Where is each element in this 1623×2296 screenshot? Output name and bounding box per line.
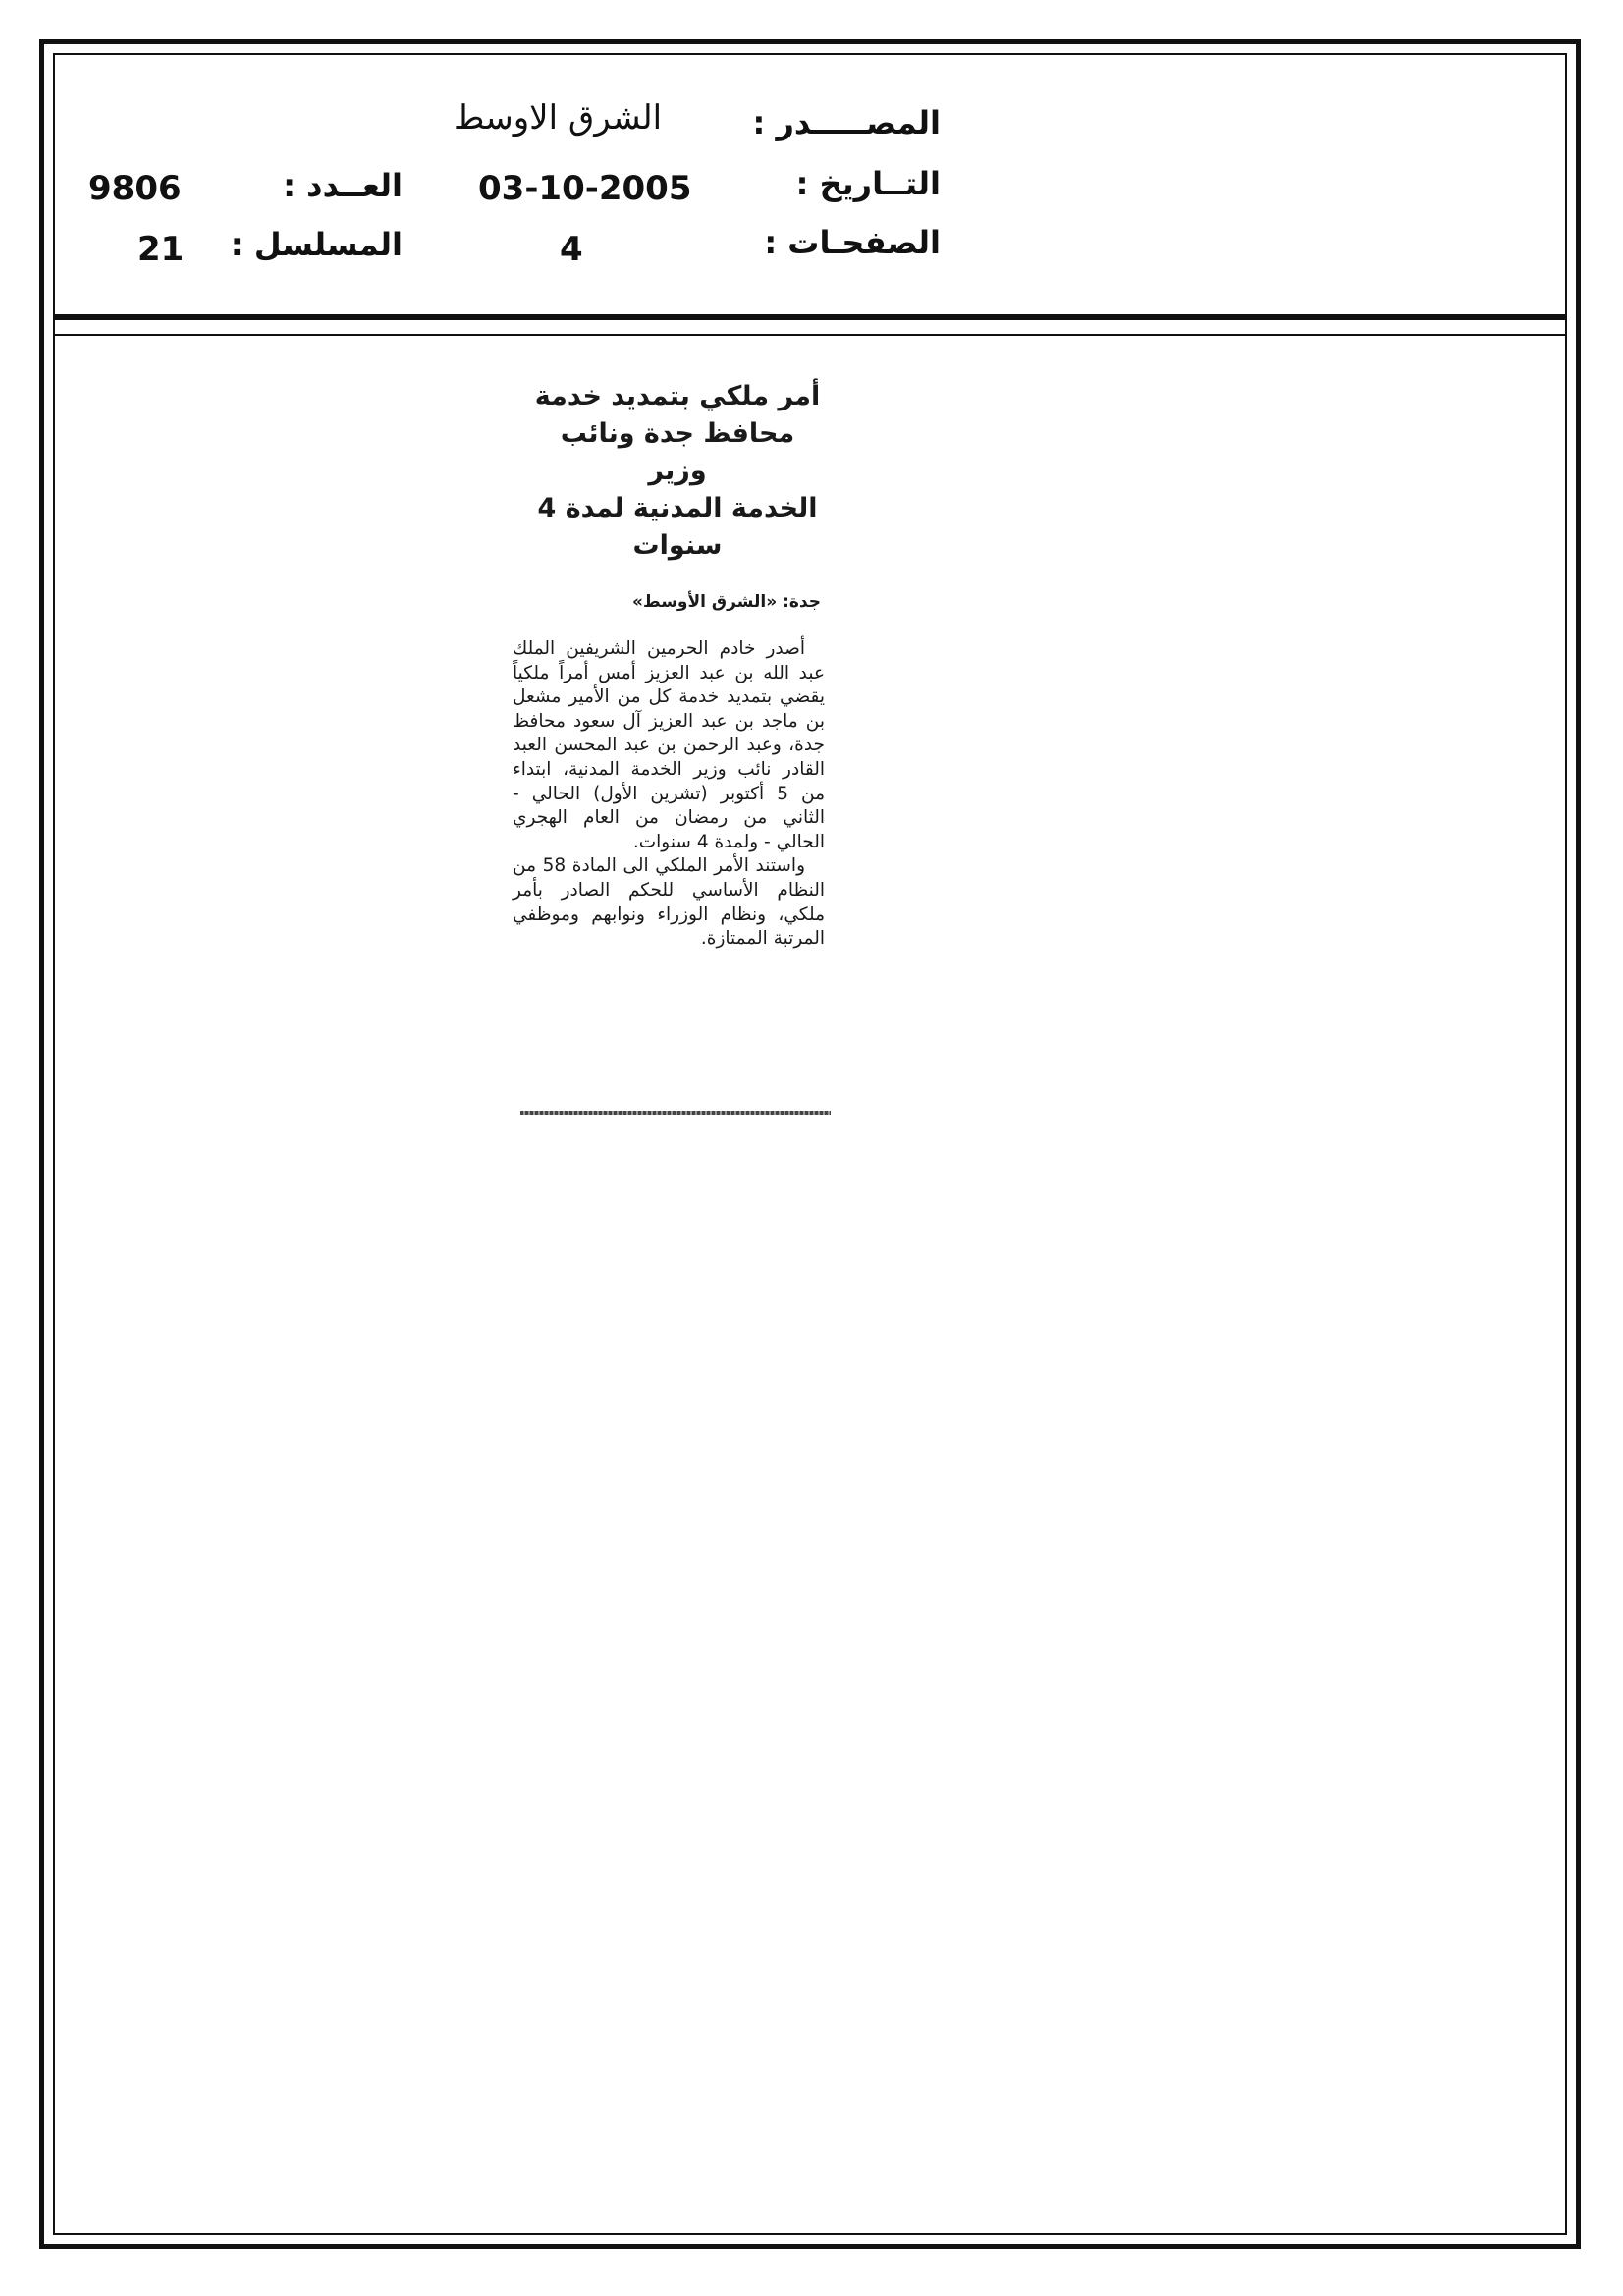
header-divider-thick [53,314,1567,320]
headline-line-2: محافظ جدة ونائب وزير [560,418,795,486]
headline-line-1: أمر ملكي بتمديد خدمة [534,381,821,411]
serial-label: المسلسل : [230,226,403,263]
clipping-bottom-rule [520,1111,831,1115]
headline-line-3: الخدمة المدنية لمدة 4 سنوات [537,493,818,561]
serial-value: 21 [137,230,185,269]
issue-label: العــدد : [283,167,403,204]
pages-value: 4 [560,230,583,269]
issue-value: 9806 [88,169,182,208]
source-label: المصـــــدر : [752,104,941,141]
date-label: التــاريخ : [795,165,941,202]
source-value: الشرق الاوسط [454,98,663,137]
pages-label: الصفحـات : [764,224,941,261]
article-paragraph-1: أصدر خادم الحرمين الشريفين الملك عبد الله بن عبد العزيز أمس أمراً ملكياً يقضي بتمديد خدمة كل من الأمير مشعل بن ماجد بن عبد العزيز آل سعود محافظ جدة، وعبد الرحمن بن عبد المحسن العبد القادر نائب وزير الخدمة المدنية، ابتداء من 5 أكتوبر (تشرين الأول) الحالي - الثاني من رمضان من العام الهجري الحالي - ولمدة 4 سنوات. [513,638,826,852]
news-clipping [511,378,835,952]
date-value: 03-10-2005 [478,169,692,208]
article-paragraph-2: واستند الأمر الملكي الى المادة 58 من النظام الأساسي للحكم الصادر بأمر ملكي، ونظام الوزراء ونوابهم وموظفي المرتبة الممتازة. [513,855,825,950]
article-dateline: جدة: «الشرق الأوسط» [632,592,821,612]
article-headline [530,378,825,565]
header-divider-thin [53,334,1567,336]
article-body [513,637,835,952]
